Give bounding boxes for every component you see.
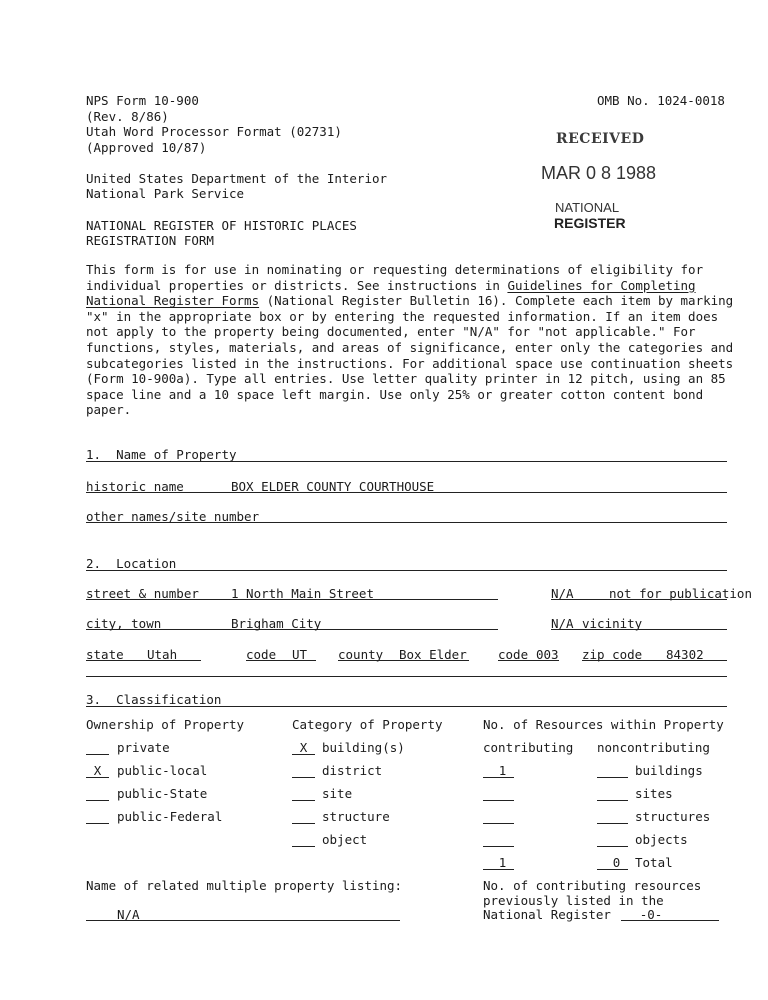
section2-rule [86, 570, 727, 571]
multiple-listing-line [86, 920, 400, 921]
checkbox-line [86, 823, 109, 824]
state-label: state [86, 647, 124, 662]
resource-label: sites [635, 786, 673, 801]
other-names-label: other names/site number [86, 509, 260, 524]
form-title: REGISTRATION FORM [86, 233, 214, 248]
zip-value[interactable]: 84302 [666, 647, 704, 662]
state-code-line [246, 660, 316, 661]
publication-mark[interactable]: N/A [551, 586, 574, 601]
checkbox-line [292, 800, 315, 801]
vicinity-mark[interactable]: N/A [551, 616, 574, 631]
city-label: city, town [86, 616, 162, 631]
resource-label: buildings [635, 763, 703, 778]
checkbox-line [86, 754, 109, 755]
street-line [86, 599, 498, 600]
multiple-listing-label: Name of related multiple property listing: [86, 878, 403, 893]
city-value[interactable]: Brigham City [231, 616, 322, 631]
checkbox-line [292, 777, 315, 778]
county-code-value[interactable]: 003 [536, 647, 559, 662]
noncontributing-line [597, 823, 628, 824]
contributing-count[interactable]: 1 [498, 763, 507, 778]
section3-top-rule [86, 676, 727, 677]
contributing-header: contributing [483, 740, 574, 755]
not-for-publication-label: not for publication [609, 586, 752, 601]
form-number: NPS Form 10-900 [86, 93, 199, 108]
zip-line [582, 660, 727, 661]
category-label: object [322, 832, 368, 847]
resource-label: Total [635, 855, 673, 870]
state-value[interactable]: Utah [147, 647, 178, 662]
ownership-label: public-local [117, 763, 208, 778]
contributing-count[interactable]: 1 [498, 855, 507, 870]
checkbox-line [292, 846, 315, 847]
form-format: Utah Word Processor Format (02731) [86, 124, 342, 139]
historic-name-label: historic name [86, 479, 184, 494]
ownership-header: Ownership of Property [86, 717, 245, 732]
historic-name-line [86, 492, 727, 493]
instructions-text-1: This form is for use in nominating or requesting determinations of eligibility for individual properties or districts. See instructions in [86, 262, 704, 293]
noncontributing-line [597, 846, 628, 847]
multiple-listing-value[interactable]: N/A [117, 907, 140, 922]
checkbox-line [292, 823, 315, 824]
previously-listed-line2: previously listed in the [483, 893, 664, 908]
other-names-line [86, 522, 727, 523]
state-code-value[interactable]: UT [292, 647, 308, 662]
resource-label: structures [635, 809, 711, 824]
form-revision: (Rev. 8/86) [86, 109, 169, 124]
street-label: street & number [86, 586, 199, 601]
form-approved: (Approved 10/87) [86, 140, 207, 155]
instructions-paragraph [86, 262, 736, 418]
category-label: district [322, 763, 383, 778]
county-code-label: code [498, 647, 529, 662]
instructions-text-2: (National Register Bulletin 16). Complete each item by marking "x" in the appropriate box or by entering the requested information. If an item does not apply to the property being documented, enter "N/A" for "not applicable." For functions, styles, materials, and areas of significance, enter only the categories and subcategories listed in the instructions. For additional space use continuation sheets (Form 10-900a). Type all entries. Use letter quality printer in 12 pitch, using an 85 space line and a 10 space left margin. Use only 25% or greater cotton content bond paper. [86, 293, 734, 418]
city-line [86, 629, 498, 630]
stamp-received: RECEIVED [556, 131, 645, 147]
register-title: NATIONAL REGISTER OF HISTORIC PLACES [86, 218, 357, 233]
category-mark[interactable]: X [299, 740, 308, 755]
section3-rule [86, 706, 727, 707]
stamp-national: NATIONAL [555, 200, 620, 215]
previously-listed-value[interactable]: -0- [639, 907, 663, 922]
vicinity-label: vicinity [582, 616, 643, 631]
zip-label: zip code [582, 647, 643, 662]
resources-header: No. of Resources within Property [483, 717, 724, 732]
county-line [338, 660, 469, 661]
guidelines-reference: Guidelines for Completing National Register Forms [86, 277, 696, 309]
service-name: National Park Service [86, 186, 245, 201]
category-label: building(s) [322, 740, 405, 755]
category-label: structure [322, 809, 390, 824]
noncontributing-line [597, 777, 628, 778]
section1-rule [86, 461, 727, 462]
ownership-mark[interactable]: X [93, 763, 102, 778]
stamp-register: REGISTER [554, 215, 626, 231]
resource-label: objects [635, 832, 688, 847]
state-code-label: code [246, 647, 277, 662]
previously-listed-line [621, 920, 719, 921]
noncontributing-line [597, 800, 628, 801]
department-name: United States Department of the Interior [86, 171, 388, 186]
street-value[interactable]: 1 North Main Street [231, 586, 374, 601]
county-label: county [338, 647, 384, 662]
contributing-line [483, 823, 514, 824]
section2-heading: 2. Location [86, 556, 177, 571]
ownership-label: public-State [117, 786, 208, 801]
county-code-line [498, 660, 559, 661]
noncontributing-header: noncontributing [597, 740, 710, 755]
publication-line [551, 599, 727, 600]
noncontributing-count[interactable]: 0 [612, 855, 621, 870]
ownership-label: private [117, 740, 170, 755]
previously-listed-line1: No. of contributing resources [483, 878, 702, 893]
ownership-label: public-Federal [117, 809, 223, 824]
category-header: Category of Property [292, 717, 443, 732]
state-line [86, 660, 201, 661]
contributing-line [483, 846, 514, 847]
category-label: site [322, 786, 353, 801]
historic-name-value[interactable]: BOX ELDER COUNTY COURTHOUSE [231, 479, 435, 494]
stamp-date: MAR 0 8 1988 [541, 163, 657, 183]
contributing-line [483, 800, 514, 801]
section3-heading: 3. Classification [86, 692, 222, 707]
omb-number: OMB No. 1024-0018 [597, 93, 725, 108]
checkbox-line [86, 800, 109, 801]
vicinity-line [551, 629, 727, 630]
county-value[interactable]: Box Elder [399, 647, 467, 662]
section1-heading: 1. Name of Property [86, 447, 237, 462]
previously-listed-line3: National Register [483, 907, 611, 922]
